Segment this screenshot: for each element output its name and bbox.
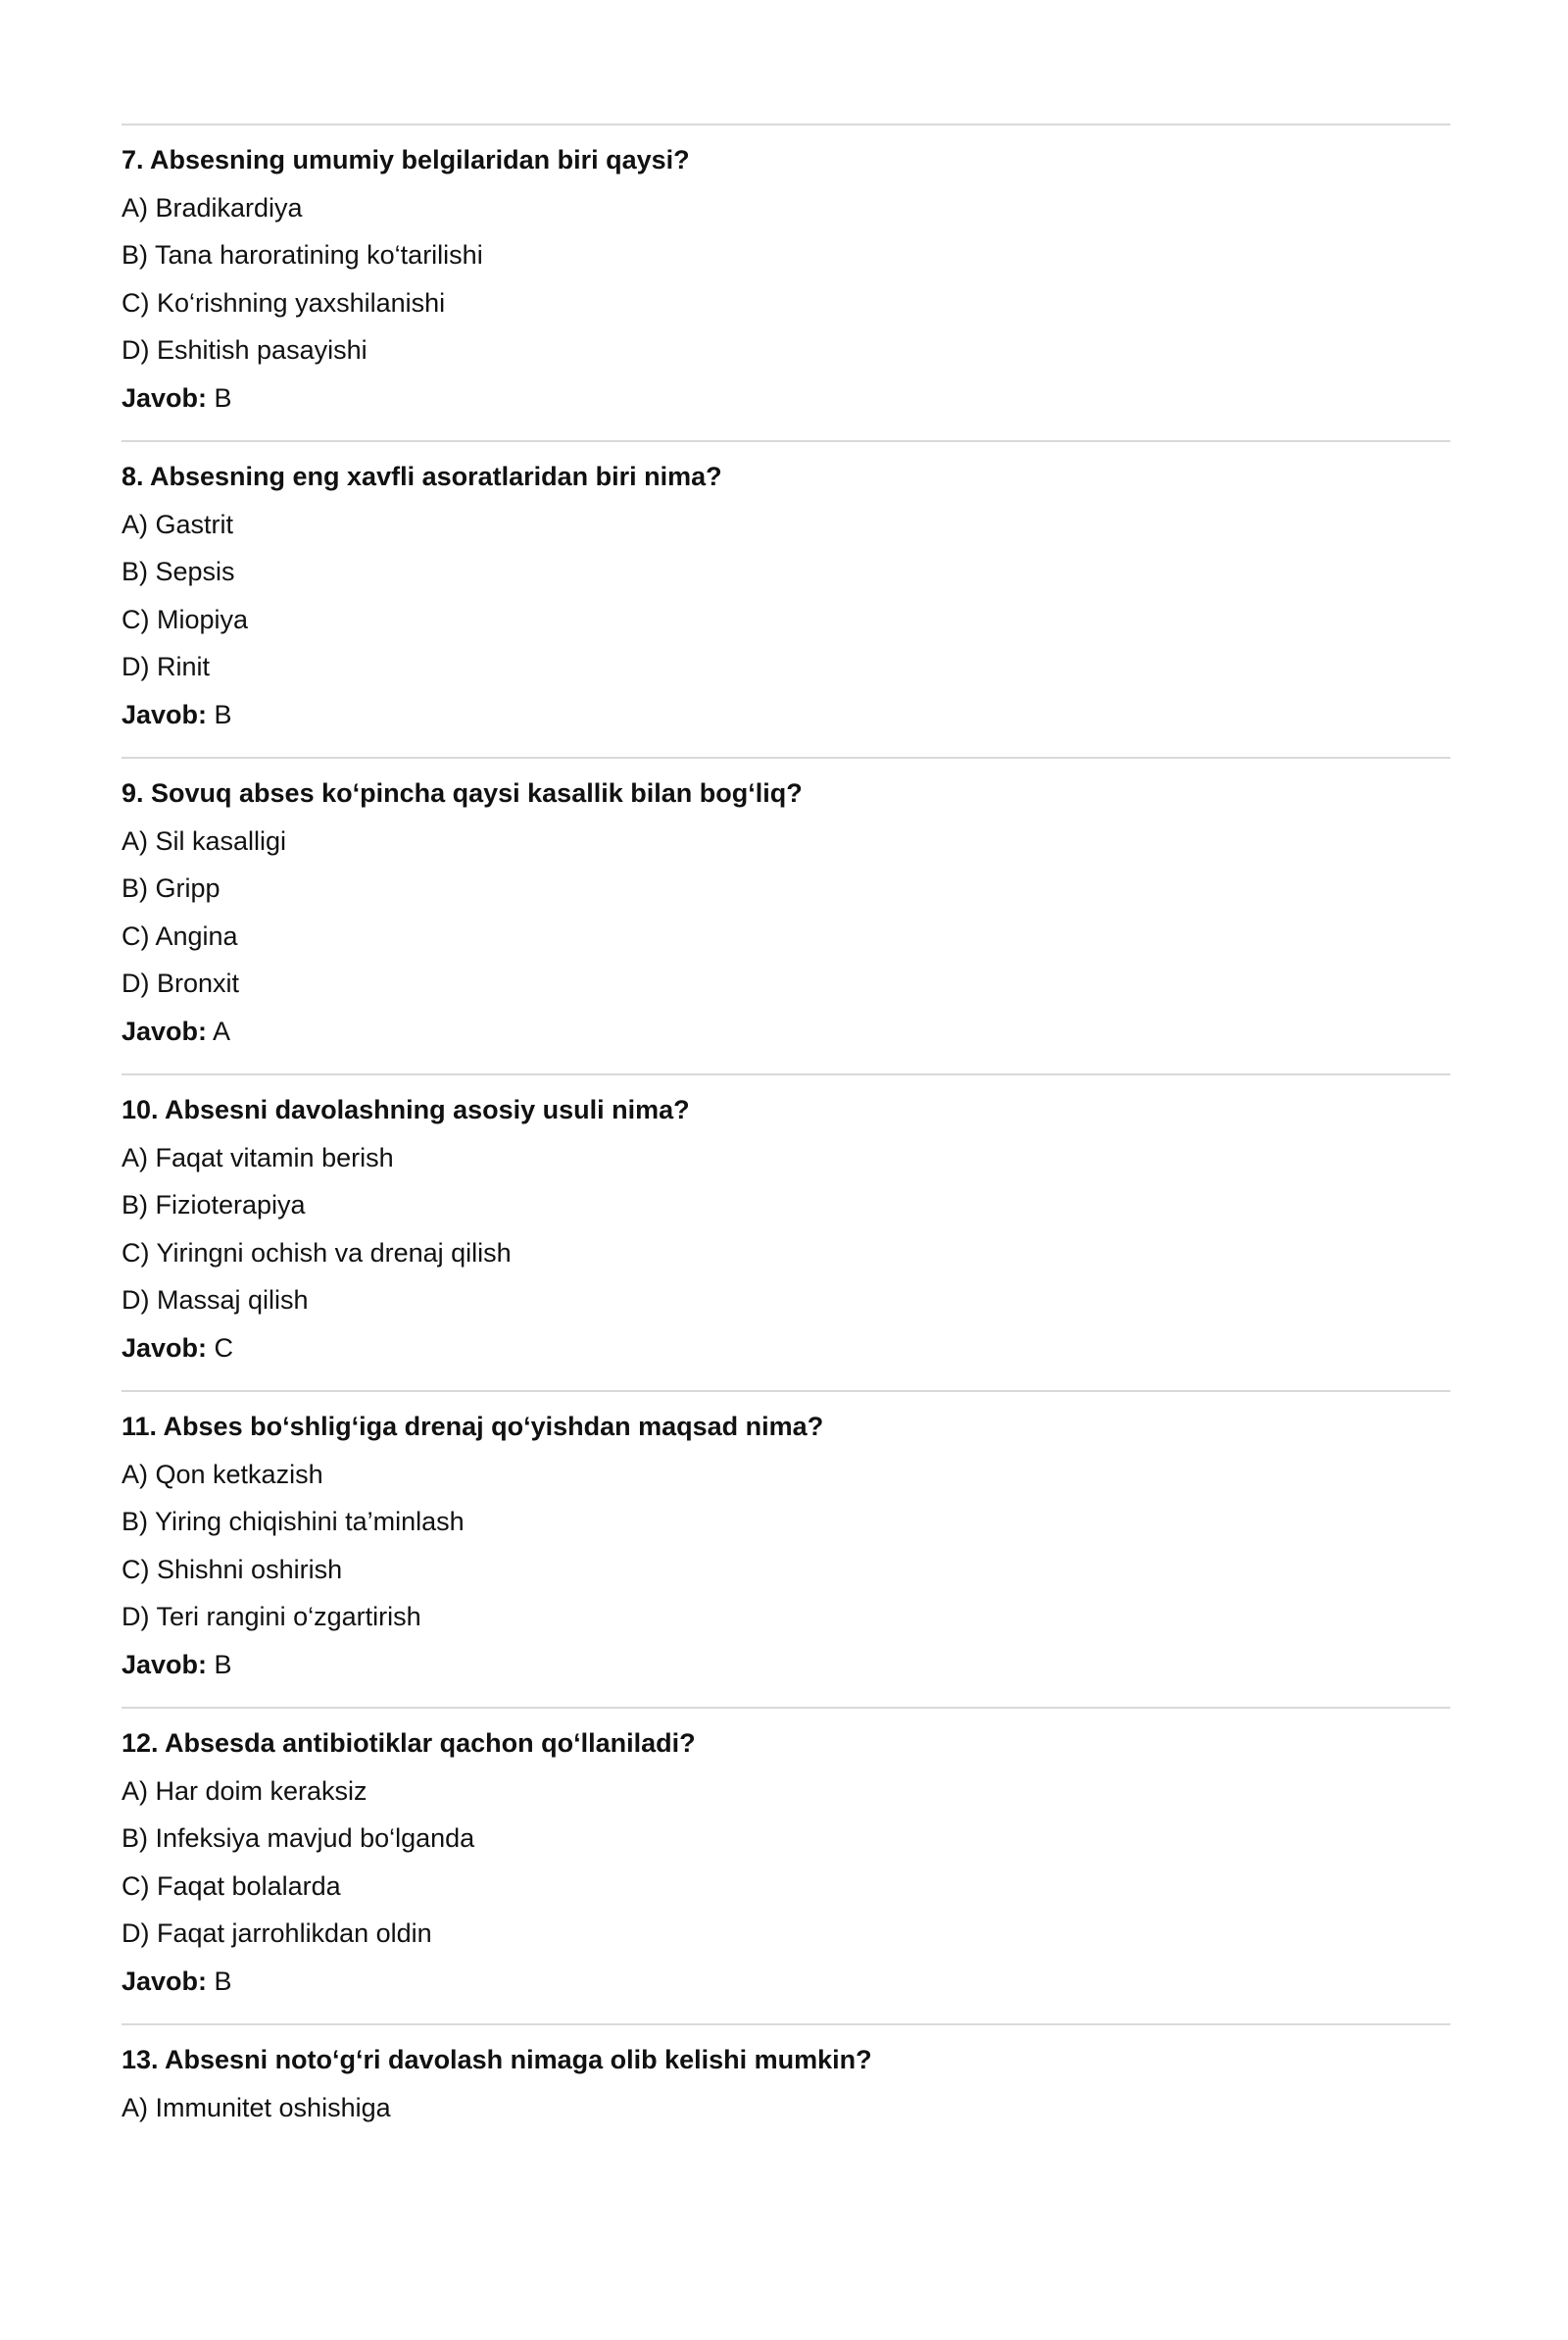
- option-d: D) Massaj qilish: [122, 1285, 309, 1315]
- option-a: A) Faqat vitamin berish: [122, 1142, 394, 1172]
- question-block: [122, 2023, 1450, 2340]
- answer-line: [122, 1008, 1450, 1056]
- answer-label: Javob:: [122, 382, 208, 413]
- answer-label: Javob:: [122, 1649, 208, 1679]
- question-title: 7. Absesning umumiy belgilaridan biri qaysi?: [122, 145, 690, 174]
- answer-label: Javob:: [122, 1016, 208, 1046]
- question-block: [122, 124, 1450, 440]
- option-a: A) Gastrit: [122, 509, 234, 539]
- document-page: [122, 124, 1450, 2340]
- option-b: B) Tana haroratining ko‘tarilishi: [122, 240, 483, 270]
- option-d: D) Eshitish pasayishi: [122, 335, 368, 365]
- option-d: D) Teri rangini o‘zgartirish: [122, 1602, 421, 1631]
- answer-value: B: [207, 1649, 232, 1679]
- question-block: [122, 1073, 1450, 1390]
- option-c: C) Angina: [122, 921, 238, 951]
- answer-line: [122, 691, 1450, 739]
- option-c: C) Shishni oshirish: [122, 1554, 343, 1584]
- option-a: A) Qon ketkazish: [122, 1459, 323, 1489]
- answer-value: B: [207, 699, 232, 729]
- question-title: 12. Absesda antibiotiklar qachon qo‘llaniladi?: [122, 1728, 696, 1758]
- option-b: B) Infeksiya mavjud bo‘lganda: [122, 1823, 475, 1853]
- answer-value: C: [207, 1332, 234, 1363]
- answer-value: B: [207, 1966, 232, 1996]
- answer-label: Javob:: [122, 1332, 208, 1363]
- question-title: 9. Sovuq abses ko‘pincha qaysi kasallik bilan bog‘liq?: [122, 778, 803, 808]
- question-block: [122, 1390, 1450, 1707]
- question-title: 8. Absesning eng xavfli asoratlaridan biri nima?: [122, 462, 722, 491]
- option-a: A) Immunitet oshishiga: [122, 2092, 391, 2122]
- option-d: D) Bronxit: [122, 969, 240, 998]
- option-d: D) Faqat jarrohlikdan oldin: [122, 1918, 432, 1948]
- option-b: B) Gripp: [122, 873, 220, 903]
- option-d: D) Rinit: [122, 652, 211, 681]
- option-c: C) Faqat bolalarda: [122, 1870, 341, 1901]
- answer-line: [122, 1324, 1450, 1372]
- option-a: A) Har doim keraksiz: [122, 1775, 368, 1806]
- option-a: A) Sil kasalligi: [122, 825, 287, 856]
- question-block: [122, 757, 1450, 1073]
- question-block: [122, 440, 1450, 757]
- answer-value: B: [207, 382, 232, 413]
- answer-line: [122, 1958, 1450, 2006]
- option-b: B) Yiring chiqishini ta’minlash: [122, 1507, 465, 1536]
- answer-label: Javob:: [122, 699, 208, 729]
- answer-line: [122, 374, 1450, 423]
- option-c: C) Miopiya: [122, 604, 249, 634]
- option-b: B) Sepsis: [122, 557, 235, 586]
- option-c: C) Yiringni ochish va drenaj qilish: [122, 1237, 512, 1268]
- question-title: 13. Absesni noto‘g‘ri davolash nimaga olib kelishi mumkin?: [122, 2045, 872, 2074]
- answer-line: [122, 1641, 1450, 1689]
- question-title: 11. Abses bo‘shlig‘iga drenaj qo‘yishdan maqsad nima?: [122, 1412, 824, 1441]
- question-title: 10. Absesni davolashning asosiy usuli nima?: [122, 1095, 690, 1124]
- answer-value: A: [207, 1016, 231, 1046]
- option-c: C) Ko‘rishning yaxshilanishi: [122, 287, 446, 318]
- option-b: B) Fizioterapiya: [122, 1190, 306, 1220]
- answer-label: Javob:: [122, 1966, 208, 1996]
- option-a: A) Bradikardiya: [122, 192, 303, 223]
- question-block: [122, 1707, 1450, 2023]
